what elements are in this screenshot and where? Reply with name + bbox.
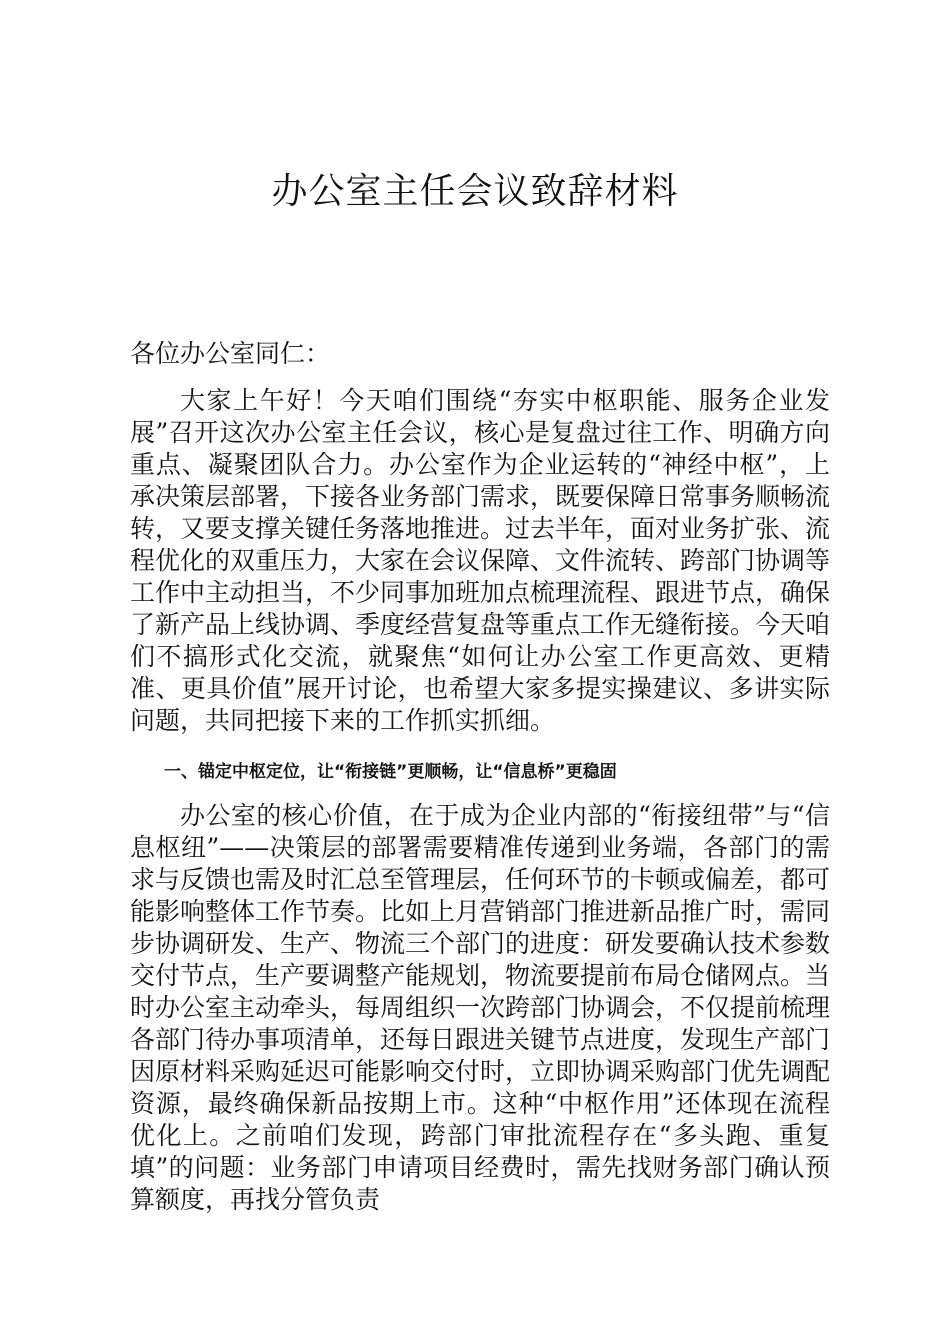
document-title: 办公室主任会议致辞材料 [271, 171, 679, 212]
salutation: 各位办公室同仁： [130, 339, 331, 368]
paragraph-opening: 大家上午好！今天咱们围绕“夯实中枢职能、服务企业发展”召开这次办公室主任会议，核心是复盘过往工作、明确方向重点、凝聚团队合力。办公室作为企业运转的“神经中枢”，上承决策层部署，下接各业务部门需求，既要保障日常事务顺畅流转，又要支撑关键任务落地推进。过去半年，面对业务扩张、流程优化的双重压力，大家在会议保障、文件流转、跨部门协调等工作中主动担当，不少同事加班加点梳理流程、跟进节点，确保了新产品上线协调、季度经营复盘等重点工作无缝衔接。今天咱们不搞形式化交流，就聚焦“如何让办公室工作更高效、更精准、更具价值”展开讨论，也希望大家多提实操建议、多讲实际问题，共同把接下来的工作抓实抓细。 [130, 386, 831, 735]
paragraph-section-1: 办公室的核心价值，在于成为企业内部的“衔接纽带”与“信息枢纽”——决策层的部署需要精准传递到业务端，各部门的需求与反馈也需及时汇总至管理层，任何环节的卡顿或偏差，都可能影响整体工作节奏。比如上月营销部门推进新品推广时，需同步协调研发、生产、物流三个部门的进度：研发要确认技术参数交付节点，生产要调整产能规划，物流要提前布局仓储网点。当时办公室主动牵头，每周组织一次跨部门协调会，不仅提前梳理各部门待办事项清单，还每日跟进关键节点进度，发现生产部门因原材料采购延迟可能影响交付时，立即协调采购部门优先调配资源，最终确保新品按期上市。这种“中枢作用”还体现在流程优化上。之前咱们发现，跨部门审批流程存在“多头跑、重复填”的问题：业务部门申请项目经费时，需先找财务部门确认预算额度，再找分管负责 [130, 801, 831, 1214]
section-heading-1: 一、锚定中枢定位，让“衔接链”更顺畅，让“信息桥”更稳固 [164, 762, 617, 782]
